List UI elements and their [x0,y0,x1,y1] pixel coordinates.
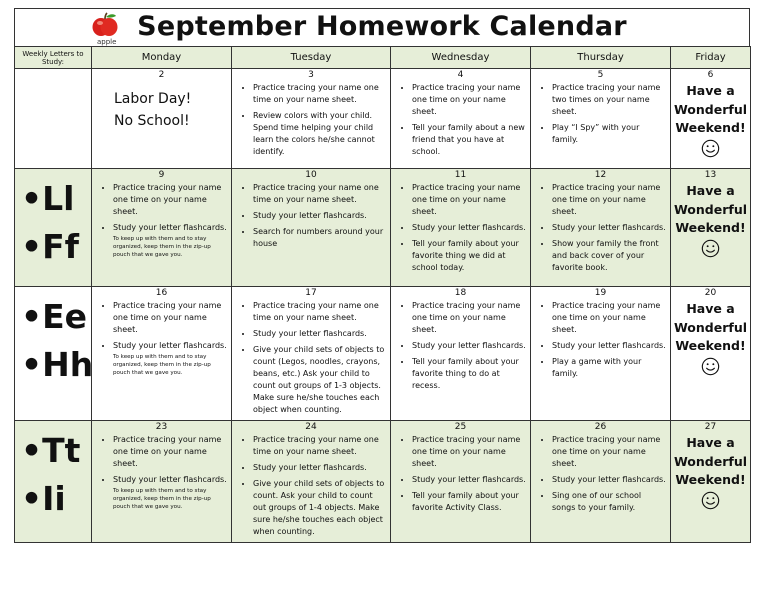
day-number: 3 [308,70,314,80]
homework-text: Practice tracing your name one time on your name sheet. [412,83,521,116]
day-header: Friday [671,47,751,69]
homework-item [113,340,228,377]
week-row [15,421,751,543]
homework-item [253,110,387,158]
homework-text: Play “I Spy” with your family. [552,123,640,144]
day-number: 25 [454,422,467,432]
day-cell [232,421,391,543]
weekly-letters-header: Weekly Letters to Study: [15,47,92,69]
flashcard-note: To keep up with them and to stay organized, keep them in the zip-up pouch that we gave you. [113,488,211,510]
week-row [15,287,751,421]
homework-text: Sing one of our school songs to your family. [552,491,642,512]
homework-item [552,434,667,470]
weekend-line: Weekend! [675,472,746,487]
homework-item [412,434,527,470]
homework-item [412,300,527,336]
day-number: 17 [305,288,317,298]
homework-list [232,300,390,416]
homework-text: Study your letter flashcards. [113,341,227,350]
weekly-letters-cell [15,69,92,169]
day-cell [531,421,671,543]
homework-text: Practice tracing your name one time on your name sheet. [552,301,661,334]
week-row [15,69,751,169]
day-header: Wednesday [391,47,531,69]
homework-item [253,210,387,222]
holiday-line: Labor Day! [114,91,192,107]
header-row [15,47,751,69]
homework-text: Tell your family about your favorite thing to do at recess. [412,357,519,390]
weekend-line: Weekend! [675,338,746,353]
homework-text: Give your child sets of objects to count. Ask your child to count out groups of 1-4 objects. Make sure he/she touches each object when counting. [253,479,385,536]
title-bar [14,8,750,48]
weekend-line: Weekend! [675,120,746,135]
homework-text: Practice tracing your name one time on your name sheet. [412,301,521,334]
weekend-line: Wonderful [673,101,748,117]
day-cell [671,421,751,543]
week-row [15,169,751,287]
homework-item [552,340,667,352]
homework-text: Show your family the front and back cover of your favorite book. [552,239,659,272]
homework-text: Review colors with your child. Spend time helping your child learn the colors he/she cannot identify. [253,111,375,156]
day-number: 18 [454,288,467,298]
homework-text: Give your child sets of objects to count (Legos, noodles, crayons, beans, etc.) Ask your child to count out groups of 1-3 objects. Make sure he/she touches each object when counting. [253,345,385,414]
homework-item [552,474,667,486]
homework-text: Practice tracing your name one time on your name sheet. [412,435,521,468]
holiday-line: No School! [114,113,190,129]
homework-item [253,462,387,474]
calendar-page [14,8,750,536]
homework-item [552,490,667,514]
homework-item [412,474,527,486]
homework-list [391,434,530,514]
day-cell [671,169,751,287]
day-number: 2 [158,70,165,80]
homework-list [531,300,670,380]
homework-list [232,82,390,158]
homework-text: Practice tracing your name one time on your name sheet. [113,301,222,334]
homework-text: Practice tracing your name one time on your name sheet. [113,183,222,216]
homework-text: Study your letter flashcards. [113,475,227,484]
homework-item [253,478,387,538]
homework-list [531,182,670,274]
day-number: 10 [305,170,317,180]
homework-list [232,434,390,538]
homework-text: Study your letter flashcards. [552,475,666,484]
day-number: 23 [155,422,168,432]
page-title: September Homework Calendar [137,11,627,42]
homework-text: Practice tracing your name one time on your name sheet. [113,435,222,468]
day-number: 27 [704,422,717,432]
weekend-line: Wonderful [673,453,748,469]
homework-item [253,434,387,458]
homework-item [552,182,667,218]
homework-item [412,222,527,234]
homework-text: Study your letter flashcards. [552,341,666,350]
day-header: Tuesday [232,47,391,69]
smiley-face-icon [701,491,720,510]
letters-block [15,287,94,389]
day-cell [391,421,531,543]
homework-item [412,238,527,274]
letter-pair: •Tt [21,431,81,470]
weekend-message [671,82,750,163]
homework-text: Study your letter flashcards. [412,223,526,232]
day-cell [391,287,531,421]
weekend-line: Have a [686,435,735,450]
homework-text: Study your letter flashcards. [412,341,526,350]
day-cell [391,169,531,287]
homework-item [253,300,387,324]
homework-text: Practice tracing your name one time on your name sheet. [253,435,379,456]
weekend-line: Have a [686,183,735,198]
homework-text: Practice tracing your name one time on your name sheet. [552,435,661,468]
homework-item [113,434,228,470]
day-number: 20 [704,288,717,298]
homework-item [253,182,387,206]
homework-list [391,82,530,158]
day-number: 13 [704,170,717,180]
homework-text: Practice tracing your name two times on your name sheet. [552,83,661,116]
homework-list [391,300,530,392]
day-number: 5 [597,70,604,80]
homework-text: Tell your family about your favorite thing we did at school today. [412,239,519,272]
homework-item [412,490,527,514]
homework-text: Study your letter flashcards. [552,223,666,232]
homework-item [113,300,228,336]
flashcard-note: To keep up with them and to stay organized, keep them in the zip-up pouch that we gave you. [113,236,211,258]
homework-item [552,222,667,234]
day-cell [92,69,232,169]
day-number: 4 [457,70,464,80]
homework-text: Study your letter flashcards. [253,463,367,472]
day-cell [391,69,531,169]
homework-text: Study your letter flashcards. [253,211,367,220]
day-number: 9 [158,170,165,180]
smiley-face-icon [701,239,720,258]
homework-text: Study your letter flashcards. [412,475,526,484]
homework-list [531,434,670,514]
homework-text: Tell your family about your favorite Activity Class. [412,491,519,512]
day-cell [671,69,751,169]
day-number: 12 [594,170,607,180]
homework-item [412,82,527,118]
weekly-letters-cell [15,169,92,287]
homework-text: Practice tracing your name one time on your name sheet. [253,301,379,322]
homework-item [552,238,667,274]
homework-item [113,182,228,218]
smiley-face-icon [701,139,720,158]
weekend-line: Wonderful [673,201,748,217]
homework-list [92,300,231,377]
weekend-line: Wonderful [673,319,748,335]
homework-text: Search for numbers around your house [253,227,384,248]
homework-item [253,82,387,106]
weekly-letters-cell [15,287,92,421]
homework-item [253,226,387,250]
weekend-line: Weekend! [675,220,746,235]
homework-item [253,328,387,340]
weekend-line: Have a [686,301,735,316]
smiley-face-icon [701,357,720,376]
homework-item [552,82,667,118]
holiday-note [92,80,231,132]
homework-item [552,356,667,380]
day-cell [92,287,232,421]
day-number: 16 [155,288,168,298]
homework-item [253,344,387,416]
homework-text: Practice tracing your name one time on your name sheet. [253,83,379,104]
weekly-letters-cell [15,421,92,543]
letter-pair: •Ff [21,227,79,266]
homework-list [531,82,670,146]
letter-pair: •Hh [21,345,94,384]
day-cell [531,169,671,287]
day-cell [232,169,391,287]
homework-text: Study your letter flashcards. [253,329,367,338]
homework-item [552,122,667,146]
homework-item [113,474,228,511]
day-number: 24 [305,422,317,432]
day-header: Monday [92,47,232,69]
day-cell [92,169,232,287]
homework-text: Tell your family about a new friend that you have at school. [412,123,525,156]
letter-pair: •Ii [21,479,66,518]
day-cell [671,287,751,421]
day-number: 11 [454,170,467,180]
day-number: 19 [594,288,607,298]
homework-text: Practice tracing your name one time on your name sheet. [253,183,379,204]
weekend-line: Have a [686,83,735,98]
weekend-message [671,300,750,381]
day-cell [232,69,391,169]
letters-block [15,69,91,75]
calendar-table [14,46,751,543]
homework-text: Study your letter flashcards. [113,223,227,232]
weekend-message [671,182,750,263]
logo-label: apple [97,38,117,46]
weekend-message [671,434,750,515]
homework-list [232,182,390,250]
homework-text: Play a game with your family. [552,357,642,378]
homework-list [92,182,231,259]
homework-list [391,182,530,274]
day-cell [232,287,391,421]
homework-text: Practice tracing your name one time on your name sheet. [552,183,661,216]
homework-item [552,300,667,336]
day-cell [531,69,671,169]
day-cell [92,421,232,543]
day-number: 6 [707,70,714,80]
day-header: Thursday [531,47,671,69]
day-cell [531,287,671,421]
day-number: 26 [594,422,607,432]
homework-item [412,356,527,392]
homework-item [412,182,527,218]
letters-block [15,421,91,523]
homework-text: Practice tracing your name one time on your name sheet. [412,183,521,216]
homework-item [113,222,228,259]
letters-block [15,169,91,271]
flashcard-note: To keep up with them and to stay organized, keep them in the zip-up pouch that we gave you. [113,354,211,376]
letter-pair: •Ee [21,297,88,336]
homework-item [412,122,527,158]
homework-item [412,340,527,352]
letter-pair: •Ll [21,179,75,218]
homework-list [92,434,231,511]
